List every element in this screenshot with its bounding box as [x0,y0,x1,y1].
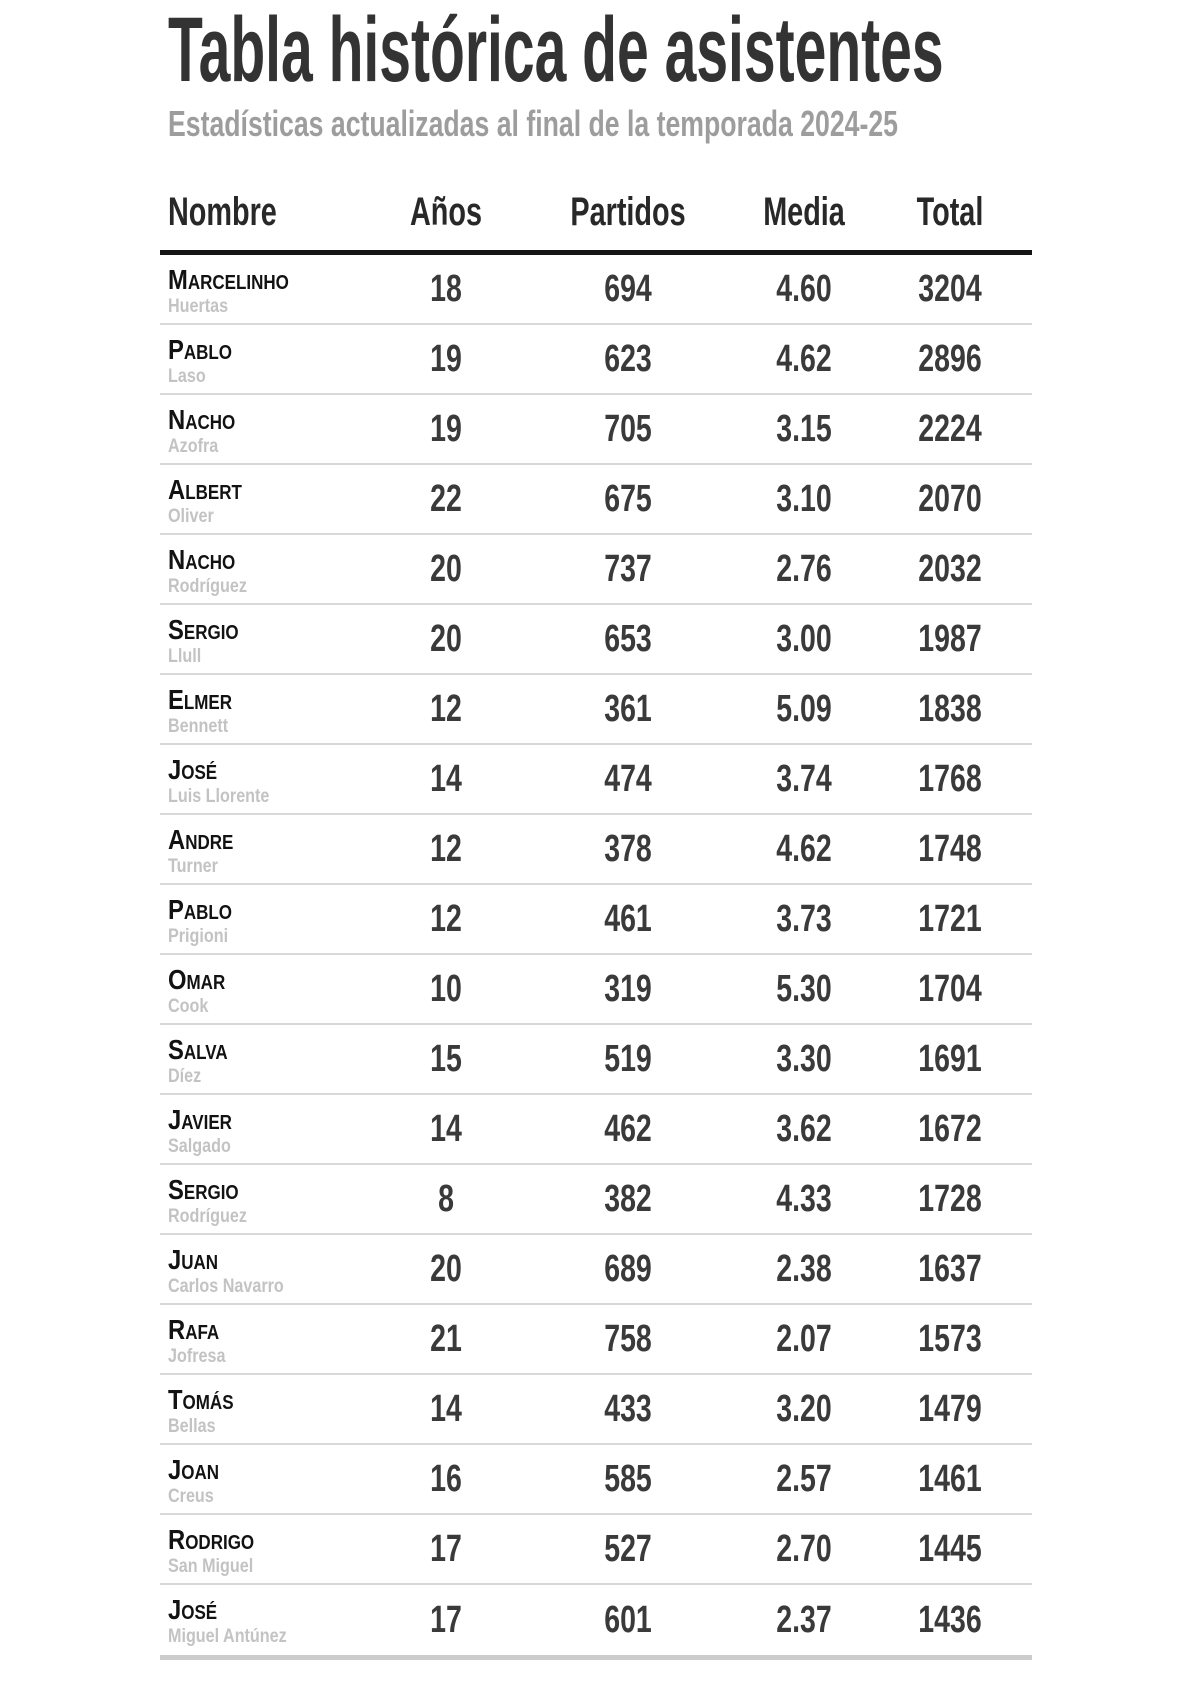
player-last-name: Llull [168,646,202,667]
games-value: 653 [604,618,652,660]
table-row [160,745,1032,815]
player-first-name: José [168,754,218,785]
years-value: 14 [430,1388,462,1430]
years-value: 20 [430,548,462,590]
table-body [160,255,1032,1655]
player-last-name: Bennett [168,716,229,737]
games-value: 433 [604,1388,652,1430]
player-last-name: Bellas [168,1416,216,1437]
years-value: 19 [430,338,462,380]
player-name-cell [168,476,255,526]
average-value: 4.62 [776,828,832,870]
average-value: 3.20 [776,1388,832,1430]
player-last-name: Huertas [168,296,229,317]
player-last-name: Carlos Navarro [168,1276,284,1297]
years-value: 19 [430,408,462,450]
games-value: 474 [604,758,652,800]
player-name-cell [168,1386,245,1436]
table-row [160,255,1032,325]
table-row [160,1095,1032,1165]
games-value: 461 [604,898,652,940]
years-value: 15 [430,1038,462,1080]
total-value: 1704 [918,968,982,1010]
table-row [160,325,1032,395]
games-value: 758 [604,1318,652,1360]
player-name-cell [168,686,243,736]
player-last-name: Laso [168,366,206,387]
table-row [160,465,1032,535]
player-name-cell [168,1596,308,1646]
player-name-cell [168,406,247,456]
games-value: 382 [604,1178,652,1220]
player-first-name: Sergio [168,1174,239,1205]
games-value: 623 [604,338,652,380]
player-name-cell [168,1456,228,1506]
player-first-name: Juan [168,1244,219,1275]
player-name-cell [168,1246,304,1296]
column-header-nombre: Nombre [168,190,277,234]
games-value: 361 [604,688,652,730]
table-row [160,1445,1032,1515]
total-value: 1461 [918,1458,982,1500]
player-name-cell [168,1316,236,1366]
player-first-name: Elmer [168,684,233,715]
total-value: 1748 [918,828,982,870]
games-value: 585 [604,1458,652,1500]
column-header-partidos: Partidos [570,190,686,234]
games-value: 319 [604,968,652,1010]
player-first-name: Pablo [168,894,233,925]
games-value: 675 [604,478,652,520]
games-value: 689 [604,1248,652,1290]
games-value: 601 [604,1599,652,1641]
column-header-media: Media [763,190,845,234]
games-value: 705 [604,408,652,450]
total-value: 1987 [918,618,982,660]
average-value: 3.30 [776,1038,832,1080]
player-name-cell [168,1176,261,1226]
column-header-anos: Años [410,190,482,234]
player-last-name: San Miguel [168,1556,254,1577]
average-value: 3.74 [776,758,832,800]
page-subtitle: Estadísticas actualizadas al final de la temporada 2024-25 [168,103,898,144]
average-value: 4.60 [776,268,832,310]
table-row [160,1585,1032,1655]
total-value: 3204 [918,268,982,310]
table-row [160,1305,1032,1375]
games-value: 527 [604,1528,652,1570]
total-value: 2070 [918,478,982,520]
average-value: 3.10 [776,478,832,520]
player-first-name: Nacho [168,404,236,435]
table-row [160,535,1032,605]
total-value: 2224 [918,408,982,450]
total-value: 1637 [918,1248,982,1290]
average-value: 2.38 [776,1248,832,1290]
bottom-rule [160,1655,1032,1660]
average-value: 5.09 [776,688,832,730]
player-first-name: Rafa [168,1314,220,1345]
average-value: 2.57 [776,1458,832,1500]
table-header-row [160,192,1032,232]
years-value: 17 [430,1528,462,1570]
total-value: 1728 [918,1178,982,1220]
player-last-name: Creus [168,1486,214,1507]
player-name-cell [168,616,251,666]
years-value: 20 [430,618,462,660]
table-row [160,815,1032,885]
total-value: 1445 [918,1528,982,1570]
years-value: 14 [430,1108,462,1150]
years-value: 16 [430,1458,462,1500]
years-value: 14 [430,758,462,800]
player-first-name: Marcelinho [168,264,289,295]
table-row [160,1235,1032,1305]
total-value: 1672 [918,1108,982,1150]
table-row [160,1025,1032,1095]
player-last-name: Salgado [168,1136,231,1157]
total-value: 2896 [918,338,982,380]
table-row [160,605,1032,675]
average-value: 4.62 [776,338,832,380]
player-name-cell [168,1036,238,1086]
player-first-name: Joan [168,1454,220,1485]
table-row [160,955,1032,1025]
total-value: 1721 [918,898,982,940]
player-first-name: Javier [168,1104,232,1135]
total-value: 1838 [918,688,982,730]
table-row [160,675,1032,745]
years-value: 22 [430,478,462,520]
player-last-name: Cook [168,996,209,1017]
player-last-name: Díez [168,1066,202,1087]
average-value: 3.00 [776,618,832,660]
player-first-name: Tomás [168,1384,234,1415]
player-first-name: Sergio [168,614,239,645]
games-value: 378 [604,828,652,870]
years-value: 12 [430,898,462,940]
table-row [160,885,1032,955]
total-value: 1768 [918,758,982,800]
player-first-name: Rodrigo [168,1524,255,1555]
average-value: 3.73 [776,898,832,940]
years-value: 18 [430,268,462,310]
player-first-name: Nacho [168,544,236,575]
table-row [160,1165,1032,1235]
games-value: 462 [604,1108,652,1150]
average-value: 5.30 [776,968,832,1010]
player-name-cell [168,756,287,806]
years-value: 10 [430,968,462,1010]
total-value: 1573 [918,1318,982,1360]
player-name-cell [168,266,310,316]
player-first-name: Andre [168,824,234,855]
average-value: 3.62 [776,1108,832,1150]
average-value: 3.15 [776,408,832,450]
player-last-name: Turner [168,856,218,877]
player-last-name: Rodríguez [168,1206,247,1227]
total-value: 1479 [918,1388,982,1430]
player-last-name: Rodríguez [168,576,247,597]
table-row [160,1515,1032,1585]
table-row [160,1375,1032,1445]
player-last-name: Prigioni [168,926,229,947]
assists-table-widget [160,0,1032,1660]
average-value: 2.70 [776,1528,832,1570]
player-first-name: Omar [168,964,226,995]
player-first-name: Salva [168,1034,228,1065]
total-value: 1691 [918,1038,982,1080]
table-row [160,395,1032,465]
player-name-cell [168,896,243,946]
player-last-name: Luis Llorente [168,786,270,807]
player-name-cell [168,336,243,386]
player-first-name: Pablo [168,334,233,365]
years-value: 12 [430,688,462,730]
average-value: 4.33 [776,1178,832,1220]
total-value: 1436 [918,1599,982,1641]
player-name-cell [168,546,261,596]
years-value: 20 [430,1248,462,1290]
games-value: 737 [604,548,652,590]
years-value: 8 [438,1178,454,1220]
player-last-name: Oliver [168,506,214,527]
games-value: 519 [604,1038,652,1080]
player-last-name: Azofra [168,436,219,457]
player-name-cell [168,826,245,876]
player-first-name: José [168,1594,218,1625]
years-value: 17 [430,1599,462,1641]
player-last-name: Jofresa [168,1346,226,1367]
player-name-cell [168,966,235,1016]
player-last-name: Miguel Antúnez [168,1626,287,1647]
total-value: 2032 [918,548,982,590]
page-title: Tabla histórica de asistentes [168,0,944,101]
average-value: 2.76 [776,548,832,590]
games-value: 694 [604,268,652,310]
average-value: 2.37 [776,1599,832,1641]
player-first-name: Albert [168,474,242,505]
column-header-total: Total [916,190,984,234]
player-name-cell [168,1106,243,1156]
average-value: 2.07 [776,1318,832,1360]
player-name-cell [168,1526,269,1576]
years-value: 12 [430,828,462,870]
years-value: 21 [430,1318,462,1360]
